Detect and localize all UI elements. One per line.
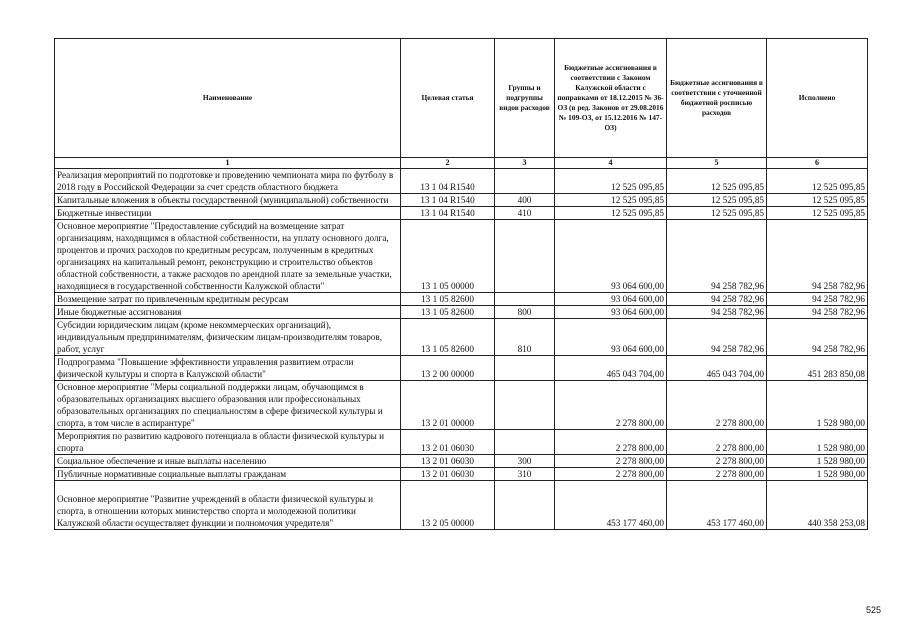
row-revised-amount: 465 043 704,00 (667, 356, 767, 381)
row-revised-amount: 94 258 782,96 (667, 220, 767, 293)
column-number: 5 (667, 158, 767, 169)
table-row (55, 220, 868, 293)
row-target-code: 13 1 04 R1540 (401, 207, 495, 220)
row-target-code: 13 2 01 06030 (401, 468, 495, 481)
row-revised-amount: 94 258 782,96 (667, 293, 767, 306)
row-name: Бюджетные инвестиции (55, 207, 401, 220)
row-name: Социальное обеспечение и иные выплаты населению (55, 455, 401, 468)
row-name: Публичные нормативные социальные выплаты гражданам (55, 468, 401, 481)
header-revised-appropriations: Бюджетные ассигнования в соответствии с уточненной бюджетной росписью расходов (667, 39, 767, 158)
row-name: Основное мероприятие "Предоставление субсидий на возмещение затрат организациям, находящимся в областной собственности, на уплату основного долга, процентов и прочих расходов по кредитным ресурсам, полученным в кредитных организациях на капитальный ремонт, реконструкцию и строительство объектов областной собственности, а также расходов по арендной плате за земельные участки, находящиеся в государственной собственности Калужской области" (55, 220, 401, 293)
row-executed-amount: 440 358 253,08 (767, 481, 868, 530)
row-law-amount: 2 278 800,00 (555, 455, 667, 468)
column-number-row (55, 158, 868, 169)
table-row (55, 194, 868, 207)
row-target-code: 13 2 01 06030 (401, 455, 495, 468)
row-executed-amount: 94 258 782,96 (767, 220, 868, 293)
row-revised-amount: 2 278 800,00 (667, 455, 767, 468)
row-expense-group (495, 481, 555, 530)
row-expense-group: 410 (495, 207, 555, 220)
row-expense-group: 400 (495, 194, 555, 207)
row-name: Субсидии юридическим лицам (кроме некоммерческих организаций), индивидуальным предпринимателям, физическим лицам-производителям товаров, работ, услуг (55, 319, 401, 356)
row-law-amount: 465 043 704,00 (555, 356, 667, 381)
row-target-code: 13 1 04 R1540 (401, 194, 495, 207)
table-row (55, 356, 868, 381)
row-executed-amount: 94 258 782,96 (767, 306, 868, 319)
row-target-code: 13 2 00 00000 (401, 356, 495, 381)
row-name: Подпрограмма "Повышение эффективности управления развитием отрасли физической культуры и спорта в Калужской области" (55, 356, 401, 381)
row-expense-group (495, 356, 555, 381)
column-number: 4 (555, 158, 667, 169)
row-law-amount: 12 525 095,85 (555, 207, 667, 220)
row-target-code: 13 1 05 82600 (401, 293, 495, 306)
row-law-amount: 12 525 095,85 (555, 169, 667, 194)
row-revised-amount: 94 258 782,96 (667, 319, 767, 356)
budget-execution-table (54, 38, 868, 530)
row-target-code: 13 1 05 82600 (401, 319, 495, 356)
header-row (55, 39, 868, 158)
row-law-amount: 2 278 800,00 (555, 468, 667, 481)
row-name: Реализация мероприятий по подготовке и проведению чемпионата мира по футболу в 2018 году в Российской Федерации за счет средств областного бюджета (55, 169, 401, 194)
row-revised-amount: 2 278 800,00 (667, 468, 767, 481)
row-executed-amount: 94 258 782,96 (767, 319, 868, 356)
row-target-code: 13 1 05 82600 (401, 306, 495, 319)
row-executed-amount: 1 528 980,00 (767, 455, 868, 468)
row-executed-amount: 12 525 095,85 (767, 194, 868, 207)
header-expense-groups: Группы и подгруппы видов расходов (495, 39, 555, 158)
row-expense-group: 800 (495, 306, 555, 319)
row-executed-amount: 94 258 782,96 (767, 293, 868, 306)
row-law-amount: 93 064 600,00 (555, 293, 667, 306)
row-name: Иные бюджетные ассигнования (55, 306, 401, 319)
row-executed-amount: 12 525 095,85 (767, 169, 868, 194)
row-name: Возмещение затрат по привлеченным кредитным ресурсам (55, 293, 401, 306)
row-revised-amount: 12 525 095,85 (667, 207, 767, 220)
row-revised-amount: 12 525 095,85 (667, 169, 767, 194)
row-revised-amount: 453 177 460,00 (667, 481, 767, 530)
row-expense-group: 810 (495, 319, 555, 356)
table-row (55, 306, 868, 319)
table-row (55, 169, 868, 194)
page-number: 525 (866, 605, 882, 615)
row-expense-group (495, 169, 555, 194)
table-row (55, 468, 868, 481)
row-revised-amount: 94 258 782,96 (667, 306, 767, 319)
row-executed-amount: 12 525 095,85 (767, 207, 868, 220)
row-law-amount: 93 064 600,00 (555, 306, 667, 319)
row-law-amount: 2 278 800,00 (555, 430, 667, 455)
row-expense-group (495, 293, 555, 306)
table-row (55, 455, 868, 468)
row-executed-amount: 451 283 850,08 (767, 356, 868, 381)
column-number: 6 (767, 158, 868, 169)
row-name: Основное мероприятие "Развитие учреждений в области физической культуры и спорта, в отношении которых министерство спорта и молодежной политики Калужской области осуществляет функции и полномочия учредителя" (55, 481, 401, 530)
row-target-code: 13 2 05 00000 (401, 481, 495, 530)
row-revised-amount: 2 278 800,00 (667, 381, 767, 430)
row-executed-amount: 1 528 980,00 (767, 381, 868, 430)
row-expense-group (495, 220, 555, 293)
table-row (55, 381, 868, 430)
row-expense-group: 310 (495, 468, 555, 481)
row-law-amount: 93 064 600,00 (555, 220, 667, 293)
table-row (55, 319, 868, 356)
table-row (55, 207, 868, 220)
column-number: 3 (495, 158, 555, 169)
table-row (55, 430, 868, 455)
row-target-code: 13 2 01 00000 (401, 381, 495, 430)
row-executed-amount: 1 528 980,00 (767, 468, 868, 481)
row-law-amount: 12 525 095,85 (555, 194, 667, 207)
header-executed: Исполнено (767, 39, 868, 158)
row-target-code: 13 1 05 00000 (401, 220, 495, 293)
row-expense-group (495, 381, 555, 430)
row-expense-group: 300 (495, 455, 555, 468)
header-name: Наименование (55, 39, 401, 158)
row-law-amount: 93 064 600,00 (555, 319, 667, 356)
row-target-code: 13 2 01 06030 (401, 430, 495, 455)
row-name: Капитальные вложения в объекты государственной (муниципальной) собственности (55, 194, 401, 207)
row-name: Мероприятия по развитию кадрового потенциала в области физической культуры и спорта (55, 430, 401, 455)
column-number: 1 (55, 158, 401, 169)
header-law-appropriations: Бюджетные ассигнования в соответствии с Законом Калужской области с поправками от 18.12.2015 № 36-ОЗ (в ред. Законов от 29.08.2016 № 109-ОЗ, от 15.12.2016 № 147-ОЗ) (555, 39, 667, 158)
row-revised-amount: 12 525 095,85 (667, 194, 767, 207)
row-revised-amount: 2 278 800,00 (667, 430, 767, 455)
row-law-amount: 453 177 460,00 (555, 481, 667, 530)
column-number: 2 (401, 158, 495, 169)
row-target-code: 13 1 04 R1540 (401, 169, 495, 194)
row-name: Основное мероприятие "Меры социальной поддержки лицам, обучающимся в образовательных организациях высшего образования или профессиональных образовательных организациях по специальностям в сфере физической культуры и спорта, в том числе в аспирантуре" (55, 381, 401, 430)
row-expense-group (495, 430, 555, 455)
row-executed-amount: 1 528 980,00 (767, 430, 868, 455)
table-row (55, 481, 868, 530)
table-row (55, 293, 868, 306)
header-target-article: Целевая статья (401, 39, 495, 158)
row-law-amount: 2 278 800,00 (555, 381, 667, 430)
